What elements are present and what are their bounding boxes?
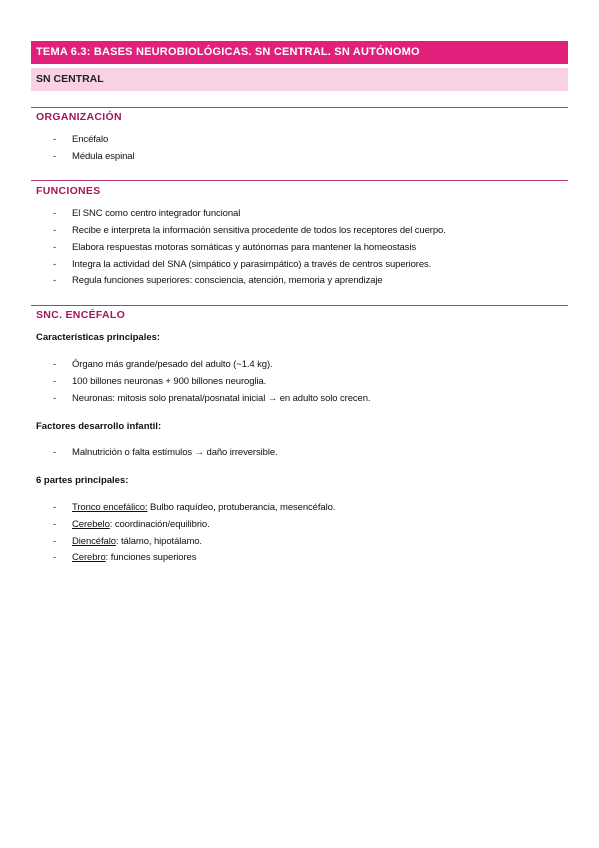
list-bullet: - (53, 275, 57, 286)
list-item: Recibe e interpreta la información sensitiva procedente de todos los receptores del cuerpo. (72, 225, 446, 236)
page-title: TEMA 6.3: BASES NEUROBIOLÓGICAS. SN CENTRAL. SN AUTÓNOMO (31, 41, 568, 64)
heading-snc-encefalo: SNC. ENCÉFALO (36, 309, 126, 321)
list-bullet: - (53, 134, 57, 145)
list-bullet: - (53, 151, 57, 162)
list-bullet: - (53, 502, 57, 513)
list-bullet: - (53, 519, 57, 530)
list-item: Neuronas: mitosis solo prenatal/posnatal inicial → en adulto solo crecen. (72, 393, 371, 404)
term-description: : coordinación/equilibrio. (109, 519, 210, 530)
term-cerebelo: Cerebelo (72, 519, 110, 530)
list-item: Elabora respuestas motoras somáticas y autónomas para mantener la homeostasis (72, 242, 416, 253)
list-item: Órgano más grande/pesado del adulto (~1.4 kg). (72, 359, 273, 370)
list-bullet: - (53, 242, 57, 253)
term-description: : funciones superiores (105, 552, 197, 563)
term-description: Bulbo raquídeo, protuberancia, mesencéfalo. (147, 502, 336, 513)
list-item (72, 502, 335, 513)
subheading-partes: 6 partes principales: (36, 475, 129, 486)
section-divider (31, 180, 568, 181)
list-item (72, 536, 202, 547)
list-bullet: - (53, 552, 57, 563)
term-description: : tálamo, hipotálamo. (115, 536, 202, 547)
list-item (72, 519, 210, 530)
list-item (72, 552, 196, 563)
term-cerebro: Cerebro (72, 552, 106, 563)
term-diencefalo: Diencéfalo (72, 536, 116, 547)
section-divider (31, 305, 568, 306)
list-item: Médula espinal (72, 151, 135, 162)
section-divider (31, 107, 568, 108)
list-item: 100 billones neuronas + 900 billones neuroglia. (72, 376, 267, 387)
list-item: Integra la actividad del SNA (simpático y parasimpático) a través de centros superiores. (72, 259, 432, 270)
term-tronco-encefalico: Tronco encefálico: (72, 502, 148, 513)
subheading-factores: Factores desarrollo infantil: (36, 421, 162, 432)
list-bullet: - (53, 447, 57, 458)
list-bullet: - (53, 359, 57, 370)
list-bullet: - (53, 259, 57, 270)
subheading-caracteristicas: Características principales: (36, 332, 161, 343)
list-item: Regula funciones superiores: consciencia, atención, memoria y aprendizaje (72, 275, 383, 286)
list-bullet: - (53, 393, 57, 404)
list-item: Encéfalo (72, 134, 109, 145)
list-item: Malnutrición o falta estímulos → daño irreversible. (72, 447, 278, 458)
list-bullet: - (53, 376, 57, 387)
section-title-sn-central: SN CENTRAL (31, 68, 568, 91)
heading-organizacion: ORGANIZACIÓN (36, 111, 122, 123)
list-bullet: - (53, 208, 57, 219)
heading-funciones: FUNCIONES (36, 185, 101, 197)
list-bullet: - (53, 536, 57, 547)
list-bullet: - (53, 225, 57, 236)
list-item: El SNC como centro integrador funcional (72, 208, 241, 219)
